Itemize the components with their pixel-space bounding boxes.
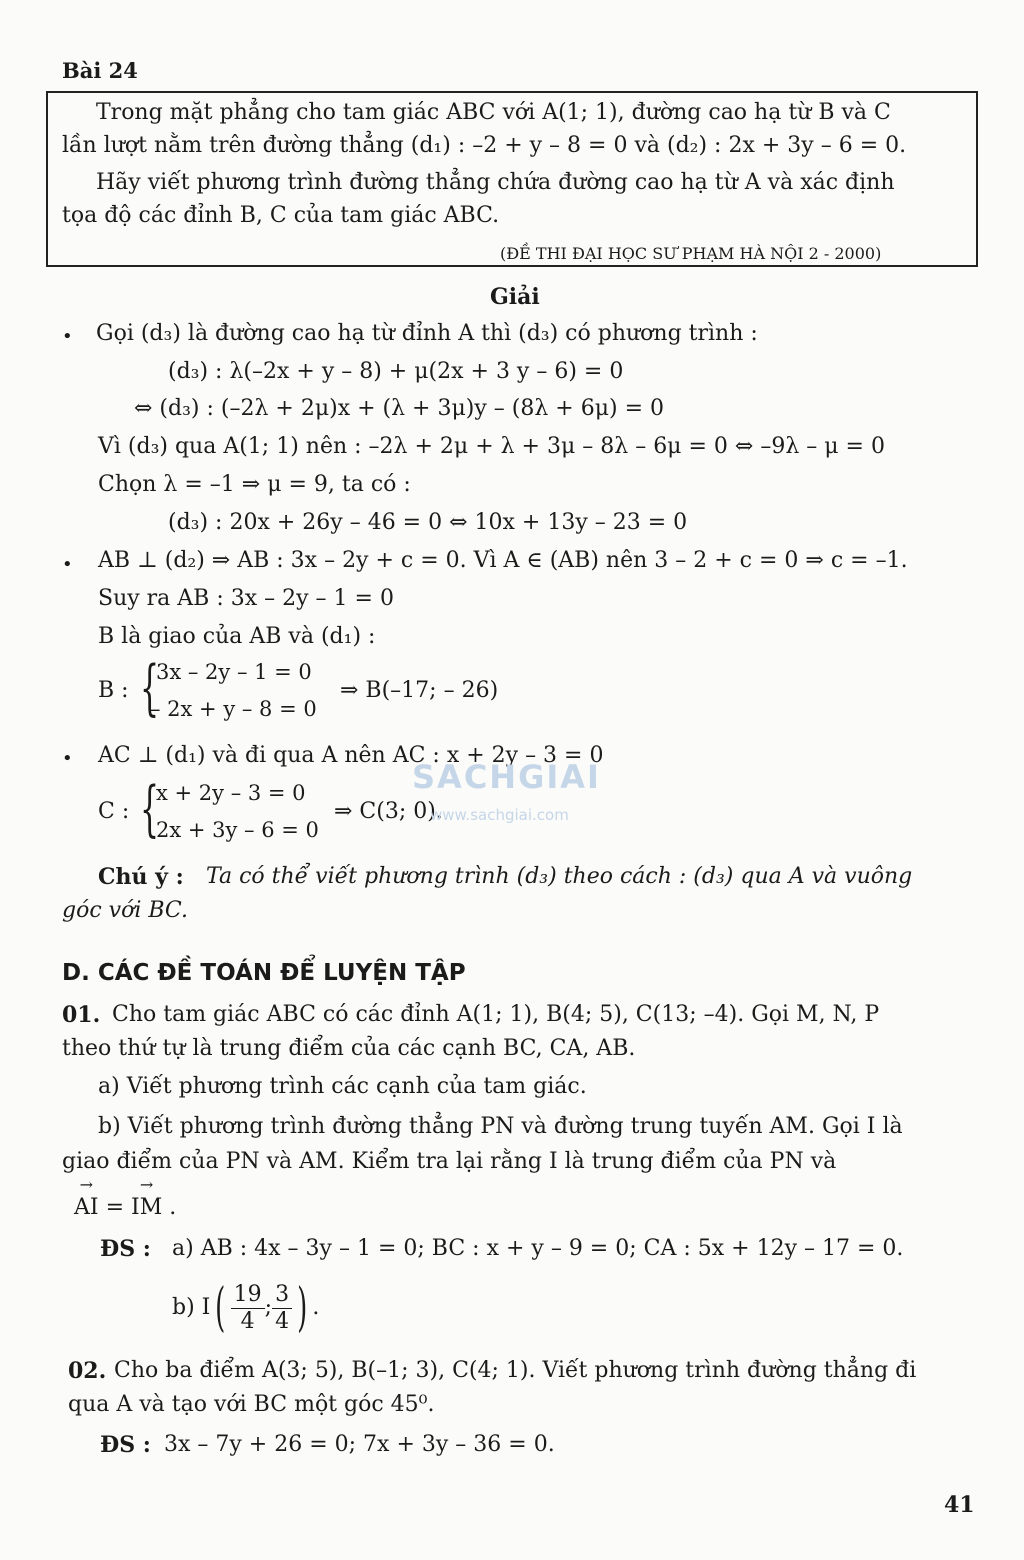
vector-equals: =	[105, 1195, 125, 1220]
solution-heading: Giải	[490, 284, 540, 310]
system-b-brace: {	[140, 653, 160, 723]
ex01-part-b1: b) Viết phương trình đường thẳng PN và đường trung tuyến AM. Gọi I là	[98, 1114, 903, 1139]
ex01-part-a: a) Viết phương trình các cạnh của tam giác.	[98, 1074, 587, 1099]
note-line-2: góc với BC.	[62, 898, 188, 923]
problem-line-1: Trong mặt phẳng cho tam giác ABC với A(1; 1), đường cao hạ từ B và C	[96, 100, 891, 125]
ex02-line-2: qua A và tạo với BC một góc 45⁰.	[68, 1392, 435, 1417]
solution-line-2: (d₃) : λ(–2x + y – 8) + μ(2x + 3 y – 6) = 0	[168, 359, 624, 384]
watermark-logo: SACHGIAI	[412, 758, 601, 796]
ex02-answer-label: ĐS :	[100, 1432, 151, 1458]
fraction-19-4	[231, 1282, 265, 1335]
left-paren: (	[215, 1278, 226, 1338]
ex01-answer-b	[172, 1276, 319, 1340]
system-b-eq2: – 2x + y – 8 = 0	[150, 697, 317, 721]
solution-line-10: AC ⊥ (d₁) và đi qua A nên AC : x + 2y – 3 = 0	[98, 743, 604, 768]
fraction-1-numerator: 19	[231, 1282, 265, 1309]
system-c-eq1: x + 2y – 3 = 0	[156, 781, 306, 805]
vector-end: .	[169, 1195, 177, 1220]
page-number: 41	[944, 1492, 975, 1518]
watermark-url: www.sachgiai.com	[430, 806, 569, 824]
ex01-answer-label: ĐS :	[100, 1236, 151, 1262]
solution-line-7: AB ⊥ (d₂) ⇒ AB : 3x – 2y + c = 0. Vì A ∈ (AB) nên 3 – 2 + c = 0 ⇒ c = –1.	[98, 548, 908, 573]
bullet-3: •	[62, 748, 73, 769]
problem-line-2: lần lượt nằm trên đường thẳng (d₁) : –2 + y – 8 = 0 và (d₂) : 2x + 3y – 6 = 0.	[62, 133, 907, 158]
ex02-answer: 3x – 7y + 26 = 0; 7x + 3y – 36 = 0.	[164, 1432, 555, 1457]
fraction-1-denominator: 4	[240, 1308, 255, 1334]
vector-ai: → AI	[74, 1195, 99, 1220]
system-c-result: ⇒ C(3; 0).	[334, 799, 443, 824]
system-b-result: ⇒ B(–17; – 26)	[340, 678, 499, 703]
vector-im: → IM	[131, 1195, 162, 1220]
fraction-separator: ;	[264, 1295, 273, 1320]
fraction-2-denominator: 4	[275, 1308, 290, 1334]
solution-line-6: (d₃) : 20x + 26y – 46 = 0 ⇔ 10x + 13y – 23 = 0	[168, 510, 688, 535]
fraction-2-numerator: 3	[272, 1282, 292, 1309]
section-heading: D. CÁC ĐỀ TOÁN ĐỂ LUYỆN TẬP	[62, 960, 466, 986]
system-b-label: B :	[98, 678, 129, 703]
solution-line-5: Chọn λ = –1 ⇒ μ = 9, ta có :	[98, 472, 411, 497]
solution-line-4: Vì (d₃) qua A(1; 1) nên : –2λ + 2μ + λ + 3μ – 8λ – 6μ = 0 ⇔ –9λ – μ = 0	[98, 434, 885, 459]
solution-line-3: ⇔ (d₃) : (–2λ + 2μ)x + (λ + 3μ)y – (8λ + 6μ) = 0	[134, 396, 665, 421]
fraction-3-4	[272, 1282, 292, 1335]
ex01-number: 01.	[62, 1002, 101, 1028]
system-b-eq1: 3x – 2y – 1 = 0	[156, 660, 312, 684]
solution-line-1: Gọi (d₃) là đường cao hạ từ đỉnh A thì (d₃) có phương trình :	[96, 321, 758, 346]
bullet-2: •	[62, 554, 73, 575]
problem-title: Bài 24	[62, 58, 138, 83]
problem-source: (ĐỀ THI ĐẠI HỌC SƯ PHẠM HÀ NỘI 2 - 2000)	[500, 244, 882, 263]
note-label: Chú ý :	[98, 864, 184, 890]
answer-b-prefix: b) I	[172, 1295, 211, 1320]
ex02-number: 02.	[68, 1358, 107, 1384]
solution-line-8: Suy ra AB : 3x – 2y – 1 = 0	[98, 586, 394, 611]
answer-b-end: .	[312, 1295, 320, 1320]
system-c-brace: {	[140, 774, 160, 844]
ex02-line-1: Cho ba điểm A(3; 5), B(–1; 3), C(4; 1). Viết phương trình đường thẳng đi	[114, 1358, 917, 1383]
problem-line-4: tọa độ các đỉnh B, C của tam giác ABC.	[62, 203, 500, 228]
ex01-line-1: Cho tam giác ABC có các đỉnh A(1; 1), B(4; 5), C(13; –4). Gọi M, N, P	[112, 1002, 880, 1027]
ex01-answer-a: a) AB : 4x – 3y – 1 = 0; BC : x + y – 9 = 0; CA : 5x + 12y – 17 = 0.	[172, 1236, 904, 1261]
ex01-part-b2: giao điểm của PN và AM. Kiểm tra lại rằng I là trung điểm của PN và	[62, 1149, 837, 1174]
system-c-eq2: 2x + 3y – 6 = 0	[156, 818, 319, 842]
system-c-label: C :	[98, 799, 130, 824]
problem-line-3: Hãy viết phương trình đường thẳng chứa đường cao hạ từ A và xác định	[96, 170, 895, 195]
solution-line-9: B là giao của AB và (d₁) :	[98, 624, 376, 649]
note-line-1: Ta có thể viết phương trình (d₃) theo cách : (d₃) qua A và vuông	[206, 864, 913, 889]
right-paren: )	[297, 1278, 308, 1338]
bullet-1: •	[62, 326, 73, 347]
ex01-line-2: theo thứ tự là trung điểm của các cạnh BC, CA, AB.	[62, 1036, 636, 1061]
ex01-vector-line	[74, 1195, 176, 1220]
